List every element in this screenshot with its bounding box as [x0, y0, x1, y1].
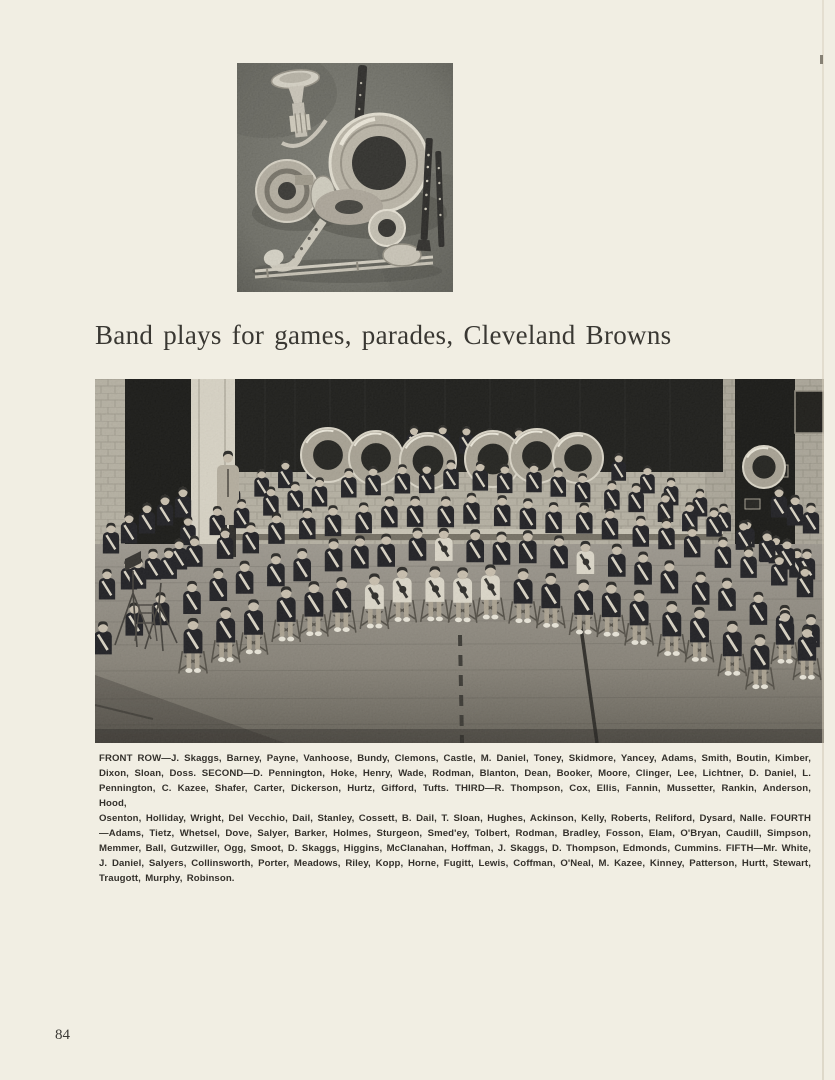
caption-line-2: Dixon, Sloan, Doss. SECOND—D. Pennington, Hoke, Henry, Wade, Rodman, Blanton, Dean, Booker, Moore, Clinger, Lee, Lichtner, D. Daniel, L. [99, 768, 811, 779]
band-group-photo [95, 379, 824, 743]
page-edge-line [822, 0, 824, 1080]
instruments-photo-art [237, 63, 453, 292]
caption-line-3: Pennington, C. Kazee, Shafer, Carter, Dickerson, Hurtz, Gifford, Tufts. THIRD—R. Thompson, Cox, Ellis, Fannin, Mussetter, Rankin, Anderson, Hood, [99, 783, 811, 809]
instruments-photo [237, 63, 453, 292]
caption-line-6: Memmer, Ball, Gutzwiller, Ogg, Smoot, D. Skaggs, Higgins, McClanahan, Hoffman, J. Skaggs, D. Thompson, Edmonds, Cummins. FIFTH—Mr. White, [99, 843, 811, 854]
scan-speck [820, 55, 823, 64]
caption-line-1: FRONT ROW—J. Skaggs, Barney, Payne, Vanhoose, Bundy, Clemons, Castle, M. Daniel, Toney, Skidmore, Yancey, Adams, Smith, Boutin, Kimber, [99, 753, 811, 764]
headline: Band plays for games, parades, Cleveland Browns [95, 320, 672, 350]
caption-line-7: J. Daniel, Salyers, Collinsworth, Porter, Meadows, Riley, Kopp, Horne, Fugitt, Lewis, Coffman, O'Neal, M. Kazee, Kinney, Patterson, Hurtt, Stewart, [99, 858, 811, 869]
caption-line-5: —Adams, Tietz, Whetsel, Dove, Salyer, Barker, Holmes, Sturgeon, Smed'ey, Tolbert, Rodman, Bradley, Fosson, Elam, O'Bryan, Caudill, Simpson, [99, 828, 811, 839]
caption-line-4: Osenton, Holliday, Wright, Del Vecchio, Dail, Stanley, Cossett, B. Dail, T. Sloan, Hughes, Ackinson, Kelly, Roberts, Reliford, Dysard, Nalle. FOURTH [99, 813, 811, 824]
band-photo-art [95, 379, 824, 743]
page-number: 84 [55, 1027, 70, 1043]
caption-line-8: Traugott, Murphy, Robinson. [99, 873, 235, 884]
photo-caption [99, 751, 811, 886]
